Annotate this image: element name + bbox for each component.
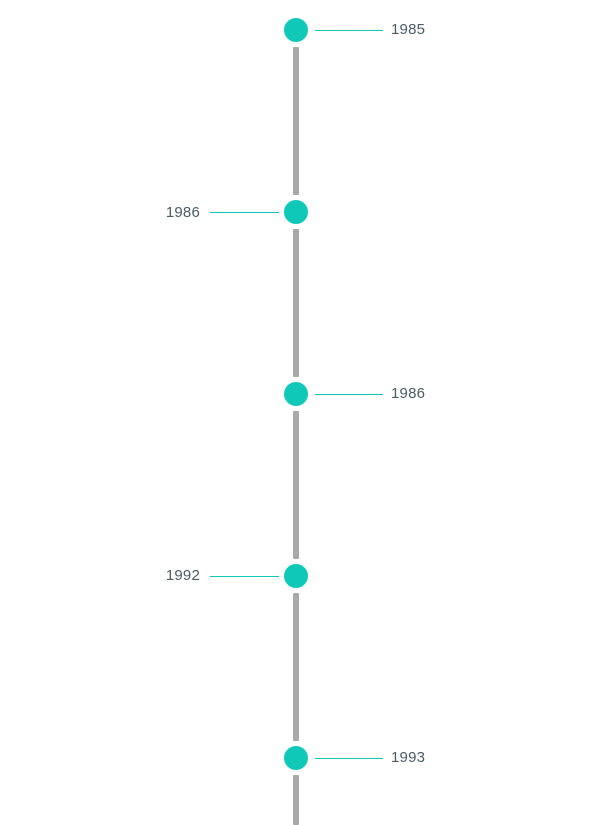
timeline-node[interactable] bbox=[284, 382, 308, 406]
timeline-spine-segment bbox=[293, 47, 299, 195]
timeline-connector bbox=[315, 758, 383, 759]
timeline-spine-segment bbox=[293, 411, 299, 559]
timeline-spine-segment bbox=[293, 775, 299, 825]
timeline-node[interactable] bbox=[284, 18, 308, 42]
timeline-node[interactable] bbox=[284, 746, 308, 770]
event-year-label: 1986 bbox=[391, 385, 426, 402]
event-year-label: 1992 bbox=[165, 567, 200, 584]
timeline-connector bbox=[315, 30, 383, 31]
timeline-spine-segment bbox=[293, 229, 299, 377]
event-year-label: 1986 bbox=[165, 204, 200, 221]
timeline-node[interactable] bbox=[284, 200, 308, 224]
event-year-label: 1985 bbox=[391, 21, 426, 38]
timeline-spine-segment bbox=[293, 593, 299, 741]
timeline-connector bbox=[210, 212, 279, 213]
timeline-connector bbox=[210, 576, 279, 577]
timeline-connector bbox=[315, 394, 383, 395]
event-year-label: 1993 bbox=[391, 749, 426, 766]
timeline-node[interactable] bbox=[284, 564, 308, 588]
